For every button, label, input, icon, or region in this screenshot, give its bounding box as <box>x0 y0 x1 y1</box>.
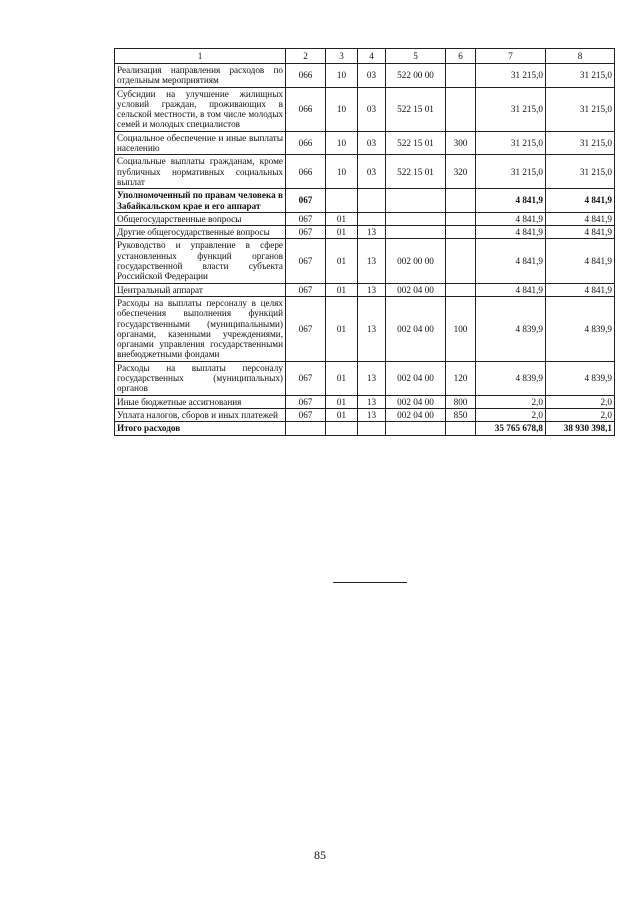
cell-section: 01 <box>326 226 358 239</box>
cell-amount-col8: 4 841,9 <box>546 189 615 213</box>
cell-amount-col7: 4 841,9 <box>476 239 546 283</box>
cell-expense-type: 320 <box>446 155 476 189</box>
table-row <box>115 155 615 189</box>
cell-amount-col7: 31 215,0 <box>476 155 546 189</box>
table-row <box>115 422 615 435</box>
cell-admin-code: 066 <box>286 87 326 131</box>
cell-section: 01 <box>326 408 358 421</box>
cell-section: 10 <box>326 64 358 88</box>
cell-name: Иные бюджетные ассигнования <box>115 395 286 408</box>
cell-target-article: 002 04 00 <box>386 395 446 408</box>
cell-amount-col8: 4 839,9 <box>546 361 615 395</box>
cell-section: 10 <box>326 131 358 155</box>
cell-expense-type: 300 <box>446 131 476 155</box>
cell-amount-col8: 4 839,9 <box>546 296 615 361</box>
cell-name: Реализация направления расходов по отдельным мероприятиям <box>115 64 286 88</box>
table-row <box>115 395 615 408</box>
cell-subsection: 03 <box>358 87 386 131</box>
table-body <box>115 64 615 436</box>
table-row <box>115 408 615 421</box>
cell-amount-col7: 4 839,9 <box>476 296 546 361</box>
cell-name: Руководство и управление в сфере установленных функций органов государственной власти субъекта Российской Федерации <box>115 239 286 283</box>
cell-amount-col7: 2,0 <box>476 395 546 408</box>
cell-expense-type <box>446 283 476 296</box>
cell-expense-type: 100 <box>446 296 476 361</box>
cell-section <box>326 189 358 213</box>
cell-admin-code: 066 <box>286 64 326 88</box>
cell-amount-col8: 31 215,0 <box>546 155 615 189</box>
cell-admin-code: 066 <box>286 155 326 189</box>
cell-amount-col7: 4 839,9 <box>476 361 546 395</box>
cell-amount-col7: 4 841,9 <box>476 189 546 213</box>
cell-target-article <box>386 422 446 435</box>
cell-subsection <box>358 422 386 435</box>
cell-subsection <box>358 189 386 213</box>
cell-amount-col7: 31 215,0 <box>476 131 546 155</box>
cell-amount-col8: 2,0 <box>546 408 615 421</box>
column-header-3: 3 <box>326 49 358 64</box>
cell-name: Социальное обеспечение и иные выплаты населению <box>115 131 286 155</box>
budget-table <box>114 48 615 436</box>
page-number: 85 <box>314 848 326 862</box>
cell-expense-type <box>446 87 476 131</box>
cell-section: 01 <box>326 239 358 283</box>
cell-name: Центральный аппарат <box>115 283 286 296</box>
column-header-4: 4 <box>358 49 386 64</box>
cell-admin-code: 067 <box>286 212 326 225</box>
table-row <box>115 212 615 225</box>
cell-subsection: 13 <box>358 296 386 361</box>
cell-expense-type <box>446 422 476 435</box>
cell-section <box>326 422 358 435</box>
table-row <box>115 283 615 296</box>
cell-section: 01 <box>326 212 358 225</box>
cell-admin-code: 067 <box>286 361 326 395</box>
table-row <box>115 87 615 131</box>
cell-expense-type: 800 <box>446 395 476 408</box>
cell-target-article: 002 04 00 <box>386 296 446 361</box>
cell-target-article <box>386 226 446 239</box>
cell-section: 01 <box>326 361 358 395</box>
cell-target-article: 002 04 00 <box>386 408 446 421</box>
footnote-divider <box>333 582 407 583</box>
cell-target-article: 002 04 00 <box>386 283 446 296</box>
cell-amount-col8: 31 215,0 <box>546 131 615 155</box>
table-row <box>115 189 615 213</box>
cell-section: 01 <box>326 283 358 296</box>
cell-amount-col8: 4 841,9 <box>546 239 615 283</box>
cell-amount-col8: 4 841,9 <box>546 226 615 239</box>
cell-subsection: 03 <box>358 64 386 88</box>
cell-name: Субсидии на улучшение жилищных условий граждан, проживающих в сельской местности, в том числе молодых семей и молодых специалистов <box>115 87 286 131</box>
cell-subsection <box>358 212 386 225</box>
cell-admin-code: 066 <box>286 131 326 155</box>
column-header-1: 1 <box>115 49 286 64</box>
cell-name: Другие общегосударственные вопросы <box>115 226 286 239</box>
cell-name: Расходы на выплаты персоналу государственных (муниципальных) органов <box>115 361 286 395</box>
cell-amount-col7: 31 215,0 <box>476 87 546 131</box>
column-header-2: 2 <box>286 49 326 64</box>
cell-section: 01 <box>326 395 358 408</box>
cell-admin-code: 067 <box>286 408 326 421</box>
cell-admin-code: 067 <box>286 239 326 283</box>
cell-subsection: 13 <box>358 226 386 239</box>
cell-amount-col8: 4 841,9 <box>546 283 615 296</box>
cell-name: Общегосударственные вопросы <box>115 212 286 225</box>
cell-name: Уплата налогов, сборов и иных платежей <box>115 408 286 421</box>
cell-expense-type: 850 <box>446 408 476 421</box>
cell-subsection: 13 <box>358 239 386 283</box>
column-header-8: 8 <box>546 49 615 64</box>
cell-admin-code: 067 <box>286 283 326 296</box>
cell-subsection: 13 <box>358 395 386 408</box>
cell-amount-col8: 31 215,0 <box>546 87 615 131</box>
cell-amount-col7: 4 841,9 <box>476 212 546 225</box>
cell-admin-code: 067 <box>286 395 326 408</box>
cell-target-article <box>386 212 446 225</box>
cell-target-article: 002 04 00 <box>386 361 446 395</box>
cell-subsection: 13 <box>358 408 386 421</box>
table-row <box>115 361 615 395</box>
table-header-row <box>115 49 615 64</box>
cell-name: Итого расходов <box>115 422 286 435</box>
column-header-6: 6 <box>446 49 476 64</box>
cell-section: 01 <box>326 296 358 361</box>
cell-section: 10 <box>326 155 358 189</box>
cell-expense-type: 120 <box>446 361 476 395</box>
cell-amount-col8: 2,0 <box>546 395 615 408</box>
cell-name: Социальные выплаты гражданам, кроме публичных нормативных социальных выплат <box>115 155 286 189</box>
cell-amount-col7: 4 841,9 <box>476 226 546 239</box>
cell-target-article: 002 00 00 <box>386 239 446 283</box>
cell-name: Расходы на выплаты персоналу в целях обеспечения выполнения функций государственными (муниципальными) органами, казенными учреждениями, органами управления государственными внебюджетными фондами <box>115 296 286 361</box>
cell-section: 10 <box>326 87 358 131</box>
cell-amount-col7: 2,0 <box>476 408 546 421</box>
cell-admin-code: 067 <box>286 296 326 361</box>
cell-expense-type <box>446 189 476 213</box>
table-row <box>115 64 615 88</box>
table-row <box>115 226 615 239</box>
table-row <box>115 131 615 155</box>
cell-admin-code: 067 <box>286 226 326 239</box>
cell-expense-type <box>446 226 476 239</box>
cell-target-article: 522 00 00 <box>386 64 446 88</box>
cell-amount-col8: 38 930 398,1 <box>546 422 615 435</box>
cell-amount-col8: 4 841,9 <box>546 212 615 225</box>
table-row <box>115 296 615 361</box>
cell-amount-col7: 31 215,0 <box>476 64 546 88</box>
cell-target-article: 522 15 01 <box>386 131 446 155</box>
cell-amount-col7: 35 765 678,8 <box>476 422 546 435</box>
cell-expense-type <box>446 239 476 283</box>
cell-admin-code <box>286 422 326 435</box>
cell-subsection: 03 <box>358 131 386 155</box>
cell-target-article: 522 15 01 <box>386 87 446 131</box>
cell-amount-col7: 4 841,9 <box>476 283 546 296</box>
cell-target-article: 522 15 01 <box>386 155 446 189</box>
cell-expense-type <box>446 212 476 225</box>
cell-amount-col8: 31 215,0 <box>546 64 615 88</box>
column-header-5: 5 <box>386 49 446 64</box>
column-header-7: 7 <box>476 49 546 64</box>
cell-subsection: 13 <box>358 361 386 395</box>
cell-name: Уполномоченный по правам человека в Забайкальском крае и его аппарат <box>115 189 286 213</box>
table-row <box>115 239 615 283</box>
cell-admin-code: 067 <box>286 189 326 213</box>
cell-expense-type <box>446 64 476 88</box>
cell-target-article <box>386 189 446 213</box>
cell-subsection: 13 <box>358 283 386 296</box>
cell-subsection: 03 <box>358 155 386 189</box>
